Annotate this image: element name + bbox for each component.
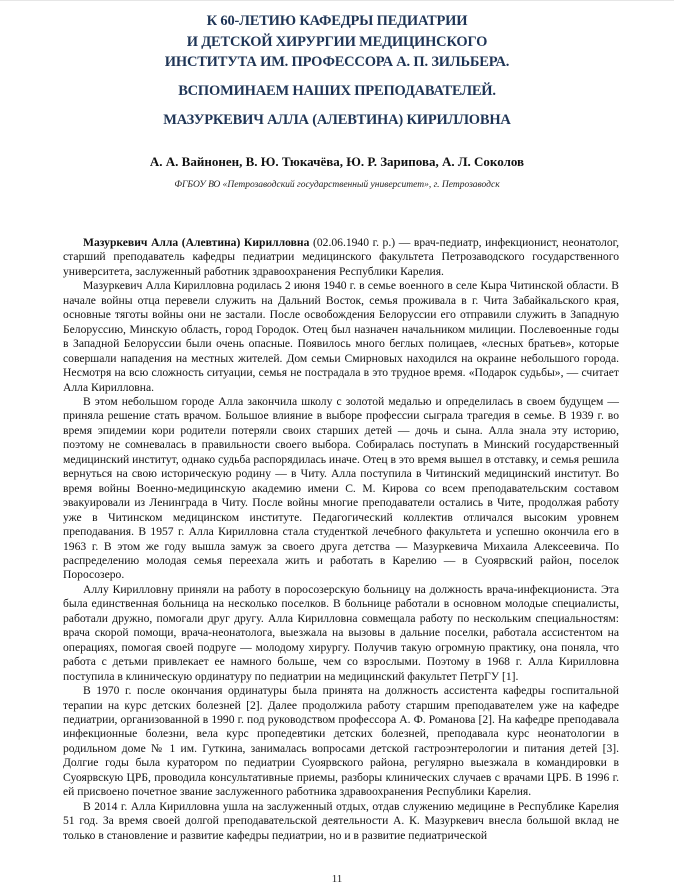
intro-paragraph bbox=[63, 236, 619, 279]
article-body bbox=[63, 236, 619, 843]
body-paragraph: В 1970 г. после окончания ординатуры была принята на должность ассистента кафедры госпитальной терапии на курс детских болезней [2]. Далее продолжила работу старшим преподавателем уже на кафедре педиатрии, организованной в 1990 г. под руководством профессора А. Ф. Романова [2]. На кафедре преподавала инфекционные болезни, вела курс пропедевтики детских болезней, преподавала курс неонатологии в родильном доме № 1 им. Гуткина, занималась вопросами детской гастроэнтерологии и питания детей [3]. Долгие годы была куратором по педиатрии Суоярвского района, регулярно выезжала в командировки в Суоярвскую ЦРБ, проводила консультативные приемы, разборы клинических случаев с врачами ЦРБ. В 1996 г. ей присвоено почетное звание заслуженного работника здравоохранения Республики Карелия. bbox=[63, 684, 619, 799]
affiliation-line: ФГБОУ ВО «Петрозаводский государственный университет», г. Петрозаводск bbox=[174, 180, 500, 190]
body-paragraph: В этом небольшом городе Алла закончила школу с золотой медалью и определилась в своем будущем — приняла решение стать врачом. Большое влияние в выборе профессии сыграла трагедия в семье. В 1939 г. во время эпидемии кори родители потеряли своих старших детей — дочь и сына. Алла знала эту историю, поэтому не сомневалась в правильности своего выбора. Собиралась поступать в Минский государственный медицинский институт, однако судьба распорядилась иначе. Отец в это время вышел в отставку, и семья решила вернуться на свою историческую родину — в Читу. Алла поступила в Читинский медицинский институт. Во время войны Военно-медицинскую академию имени С. М. Кирова со всем преподавательским составом эвакуировали из Ленинграда в Читу. После войны многие преподаватели остались в Чите, продолжая работу уже в Читинском медицинском институте. Педагогический коллектив отличался высоким уровнем преподавания. В 1957 г. Алла Кирилловна стала студенткой лечебного факультета и успешно окончила его в 1963 г. В этом же году вышла замуж за своего друга детства — Мазуркевича Михаила Алексеевича. По распределению молодая семья переехала жить и работать в Карелию — в Суоярвский район, поселок Поросозеро. bbox=[63, 394, 619, 582]
article-title-block bbox=[0, 11, 674, 130]
article-subtitle: ВСПОМИНАЕМ НАШИХ ПРЕПОДАВАТЕЛЕЙ. bbox=[178, 82, 496, 99]
intro-name-bold: Мазуркевич Алла (Алевтина) Кирилловна bbox=[83, 236, 310, 249]
intro-text: (02.06.1940 г. р.) — врач-педиатр, инфекционист, неонатолог, старший преподаватель кафедры педиатрии медицинского факультета Петрозаводского государственного университета, заслуженный работник здравоохранения Республики Карелия. bbox=[63, 236, 619, 278]
authors-line: А. А. Вайнонен, В. Ю. Тюкачёва, Ю. Р. Зарипова, А. Л. Соколов bbox=[149, 154, 525, 169]
body-paragraph: В 2014 г. Алла Кирилловна ушла на заслуженный отдых, отдав служению медицине в Республике Карелия 51 год. За время своей долгой преподавательской деятельности А. К. Мазуркевич внесла большой вклад не только в становление и развитие кафедры педиатрии, но и в развитие педиатрической bbox=[63, 799, 619, 842]
body-paragraph: Аллу Кирилловну приняли на работу в поросозерскую больницу на должность врача-инфекциониста. Эта была единственная больница на несколько поселков. В больнице работали в основном молодые специалисты, работали дружно, помогали друг другу. Алла Кирилловна совмещала работу по нескольким специальностям: врача скорой помощи, врача-неонатолога, выезжала на вызовы в дальние поселки, работала ассистентом на операциях, помогая своей подруге — молодому хирургу. Получив такую огромную практику, она поняла, что работа с детьми привлекает ее намного больше, чем со взрослыми. Поэтому в 1968 г. Алла Кирилловна поступила в клиническую ординатуру по педиатрии на медицинский факультет ПетрГУ [1]. bbox=[63, 582, 619, 683]
title-line-1: К 60-ЛЕТИЮ КАФЕДРЫ ПЕДИАТРИИ bbox=[206, 13, 468, 29]
page-number: 11 bbox=[331, 873, 343, 885]
title-line-2: И ДЕТСКОЙ ХИРУРГИИ МЕДИЦИНСКОГО bbox=[186, 33, 488, 50]
body-paragraph: Мазуркевич Алла Кирилловна родилась 2 июня 1940 г. в семье военного в селе Кыра Читинской области. В начале войны отца перевели служить на Дальний Восток, семья проживала в г. Чита Забайкальского края, основные тяготы войны они не застали. После освобождения Белоруссии его отправили служить в Западную Белоруссию, Минскую область, город Городок. Отец был назначен начальником милиции. Послевоенные годы в Западной Белоруссии были очень опасные. Появилось много беглых полицаев, «лесных братьев», которые совершали нападения на местных жителей. Дом семьи Смирновых находился на окраине небольшого города. Несмотря на всю сложность ситуации, семья не пострадала в это трудное время. «Подарок судьбы», — считает Алла Кирилловна. bbox=[63, 279, 619, 394]
title-line-3: ИНСТИТУТА ИМ. ПРОФЕССОРА А. П. ЗИЛЬБЕРА. bbox=[164, 54, 510, 70]
person-name-heading: МАЗУРКЕВИЧ АЛЛА (АЛЕВТИНА) КИРИЛЛОВНА bbox=[163, 111, 511, 128]
